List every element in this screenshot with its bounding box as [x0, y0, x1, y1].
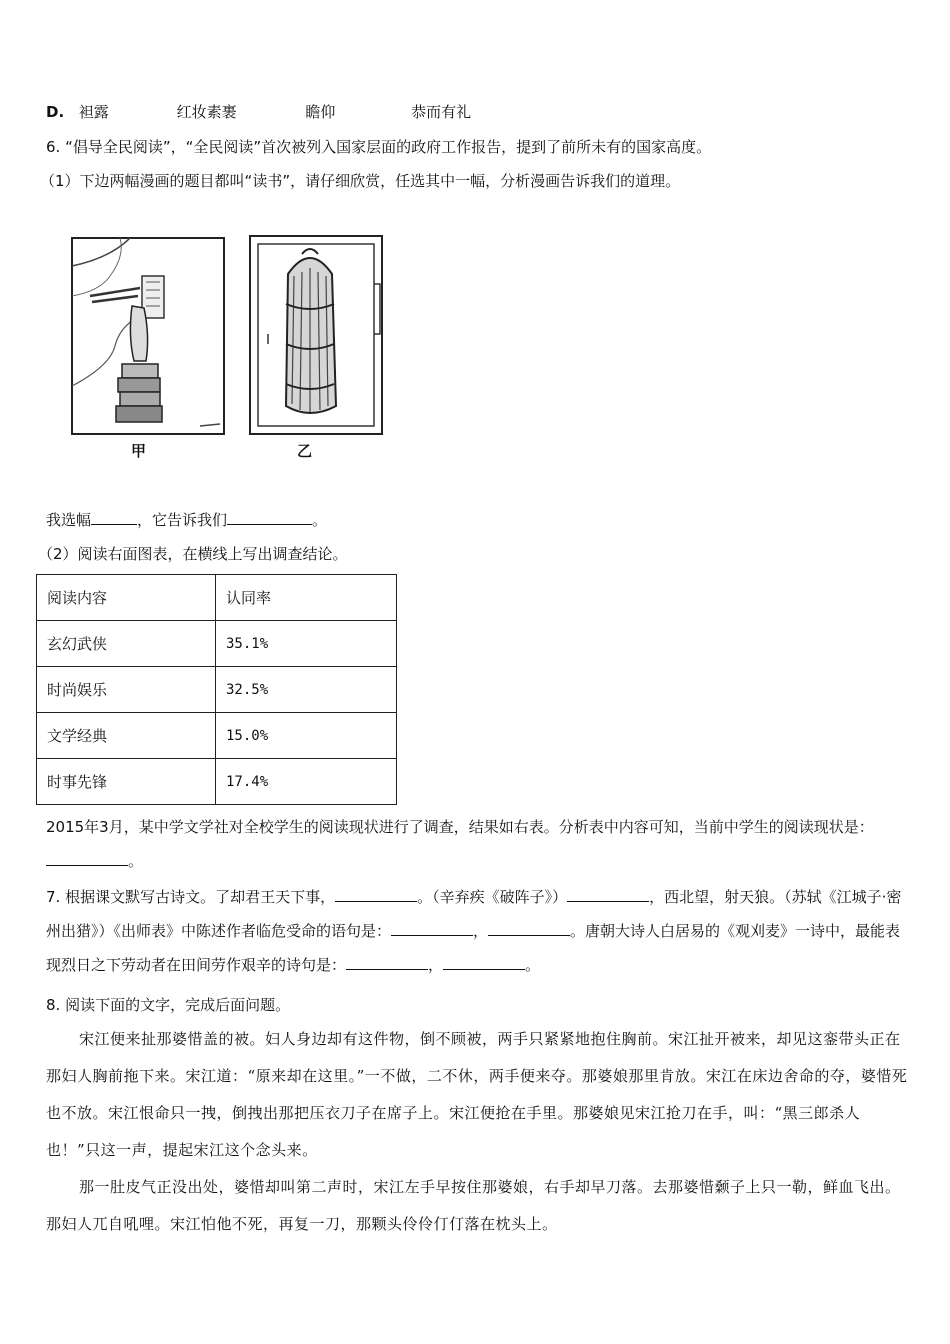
table-cell-content: 时事先锋: [37, 759, 216, 805]
survey-text: 2015年3月，某中学文学社对全校学生的阅读现状进行了调查，结果如右表。分析表中内容可知，当前中学生的阅读现状是：: [46, 818, 874, 836]
q7-text-4: ，: [473, 922, 489, 940]
fill-middle: ，它告诉我们: [137, 511, 228, 529]
table-row: [37, 621, 397, 667]
passage-paragraph-1: 宋江便来扯那婆惜盖的被。妇人身边却有这件物，倒不顾被，两手只紧紧地抱住胸前。宋江扯开被来，却见这銮带头正在那妇人胸前拖下来。宋江道：“原来却在这里。”一不做，二不休，两手便来夺。那婆娘那里肯放。宋江在床边舍命的夺，婆惜死也不放。宋江恨命只一拽，倒拽出那把压衣刀子在席子上。宋江便抢在手里。那婆娘见宋江抢刀在手，叫：“黑三郎杀人也！”只这一声，提起宋江这个念头来。: [46, 1030, 908, 1159]
q7-blank-2[interactable]: [567, 887, 649, 902]
cartoon-jia-image: [70, 236, 226, 436]
q7-text-1: 7. 根据课文默写古诗文。了却君王天下事，: [46, 888, 336, 906]
choice-blank[interactable]: [91, 510, 137, 525]
table-header-row: [37, 575, 397, 621]
question-6-stem: 6. “倡导全民阅读”，“全民阅读”首次被列入国家层面的政府工作报告，提到了前所未有的国家高度。: [46, 138, 712, 156]
lesson-blank[interactable]: [227, 510, 312, 525]
q7-blank-1[interactable]: [335, 887, 417, 902]
table-cell-content: 时尚娱乐: [37, 667, 216, 713]
question-6-part-1: （1）下边两幅漫画的题目都叫“读书”，请仔细欣赏，任选其中一幅，分析漫画告诉我们的道理。: [40, 172, 681, 190]
question-8-stem: 8. 阅读下面的文字，完成后面问题。: [46, 996, 291, 1014]
option-d-line: [46, 102, 471, 122]
table-cell-rate: 35.1%: [216, 621, 397, 667]
table-cell-content: 玄幻武侠: [37, 621, 216, 667]
q7-text-2: 。（辛弃疾《破阵子》）: [417, 888, 568, 906]
q7-text-3: ，西北望，射天狼。（苏轼《江城子·密州出猎》）《出师表》中陈述作者临危受命的语句是：: [46, 888, 902, 940]
question-6-part-2: （2）阅读右面图表，在横线上写出调查结论。: [38, 545, 348, 563]
q7-blank-3[interactable]: [391, 921, 473, 936]
survey-end: 。: [128, 852, 144, 870]
q7-blank-5[interactable]: [346, 955, 428, 970]
question-6-fill-line: [46, 510, 327, 530]
survey-paragraph: [46, 810, 908, 878]
fill-prefix: 我选幅: [46, 511, 92, 529]
option-d-word-2: 红妆素裹: [176, 103, 237, 121]
table-cell-rate: 32.5%: [216, 667, 397, 713]
q7-text-7: 。: [525, 956, 541, 974]
table-cell-rate: 15.0%: [216, 713, 397, 759]
question-7: [46, 880, 908, 982]
option-d-label: D.: [46, 103, 65, 121]
table-cell-content: 文学经典: [37, 713, 216, 759]
cartoon-yi-image: [248, 234, 384, 436]
table-header-rate: 认同率: [216, 575, 397, 621]
table-row: [37, 759, 397, 805]
fill-suffix: 。: [312, 511, 328, 529]
q7-text-5: 。唐朝大诗人白居易的《观刈麦》一诗中，最能表现烈日之下劳动者在田间劳作艰辛的诗句是：: [46, 922, 901, 974]
table-cell-rate: 17.4%: [216, 759, 397, 805]
q7-text-6: ，: [428, 956, 444, 974]
option-d-word-3: 瞻仰: [305, 103, 336, 121]
passage-paragraph-2: 那一肚皮气正没出处，婆惜却叫第二声时，宋江左手早按住那婆娘，右手却早刀落。去那婆惜颡子上只一勒，鲜血飞出。那妇人兀自吼哩。宋江怕他不死，再复一刀，那颗头伶伶仃仃落在枕头上。: [46, 1178, 901, 1233]
cartoon-jia-caption: 甲: [131, 442, 147, 460]
option-d-word-1: 袒露: [78, 103, 109, 121]
q7-blank-4[interactable]: [488, 921, 570, 936]
table-header-content: 阅读内容: [37, 575, 216, 621]
survey-blank[interactable]: [46, 851, 128, 866]
cartoon-yi-caption: 乙: [297, 442, 313, 460]
q7-blank-6[interactable]: [443, 955, 525, 970]
table-row: [37, 667, 397, 713]
survey-table: [36, 574, 397, 805]
option-d-word-4: 恭而有礼: [411, 103, 472, 121]
table-row: [37, 713, 397, 759]
